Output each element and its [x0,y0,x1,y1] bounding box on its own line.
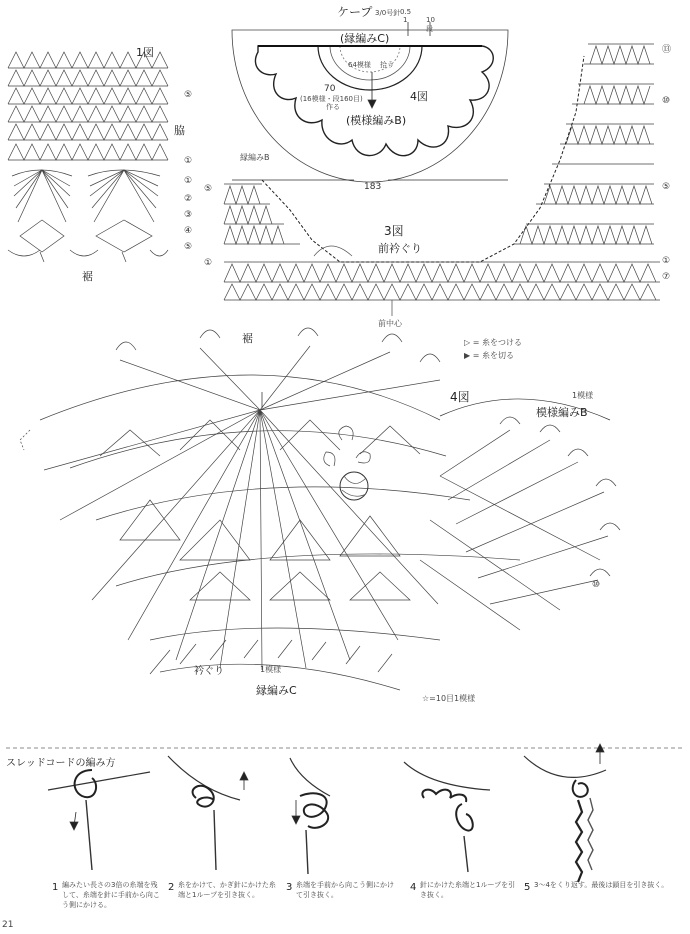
fig1-row-label: ① [184,176,193,186]
fig1-row-label: ② [184,194,193,204]
fig3-row-label: ⑩ [662,96,671,106]
fig4-stitch-fan [20,328,620,690]
fig4-repeat-note: ☆=10目1模様 [422,694,476,703]
cape-needle-size: 0.5 [400,8,412,16]
step-text: 編みたい長さの3倍の糸端を残して、糸端を針に手前から向こう側にかける。 [62,881,160,909]
fig1-row-label: ① [184,156,193,166]
cape-pickup: 拾う [380,61,394,69]
fig3-row-label: ⑬ [662,45,672,55]
fig1-title: 1図 [136,46,154,59]
fig3-row-label: ⑤ [662,182,671,192]
fig4-neckline: 衿ぐり [194,666,224,677]
fig3-front-center: 前中心 [378,319,402,328]
cape-repeat-note: (16模様・段160目) [300,95,363,103]
fig1-row-label: ⑤ [184,90,193,100]
fig3-front-neckline: 前衿ぐり [378,242,422,255]
fig4-edging-c: 縁編みC [256,684,297,697]
step-text: 糸端を手前から向こう側にかけて引き抜く。 [296,881,394,899]
fig1-row-label: ③ [184,210,193,220]
cape-edging-c: (縁編みC) [340,32,390,45]
fig4-row-10: ⑩ [592,580,601,590]
cape-row-unit: 段 [426,25,433,33]
step-number: 5 [524,882,531,893]
fig3-edging-b: 縁編みB [240,153,270,162]
cape-pattern-b: (模様編みB) [346,114,407,127]
cape-title: ケープ [337,5,373,19]
fig4-hem: 裾 [242,332,253,345]
cape-fig4-ref: 4図 [410,90,428,103]
cape-rows-10: 10 [426,16,435,24]
thread-cord-title: スレッドコードの編み方 [6,758,116,769]
step-text: 3〜4をくり返す。最後は鎖目を引き抜く。 [534,881,669,889]
fig1-stitch-grid [8,52,168,262]
page-number: 21 [2,920,14,930]
cape-motif-count: 64模様 [348,61,371,69]
fig3-left-row: ① [204,258,213,268]
step-number: 4 [410,882,417,893]
legend-cut: ▶ = 糸を切る [464,351,514,360]
fig3-left-row: ⑤ [204,184,213,194]
cape-width-183: 183 [364,182,382,192]
fig1-row-label: ⑤ [184,242,193,252]
legend-attach: ▷ = 糸をつける [464,338,522,347]
fig1-side: 脇 [174,124,185,137]
step-text: 針にかけた糸端と1ループを引き抜く。 [420,881,516,899]
cape-schematic [232,22,508,182]
fig4-one-motif-bottom: 1模様 [260,665,282,674]
fig3-row-label: ① [662,256,671,266]
cape-rows-1: 1 [403,16,408,24]
fig3-row-label: ⑦ [662,272,671,282]
fig4-one-motif-top: 1模様 [572,391,594,400]
fig4-pattern-b: 模様編みB [536,406,588,419]
step-text: 糸をかけて、かぎ針にかけた糸端と1ループを引き抜く。 [178,881,276,899]
step-number: 1 [52,882,59,893]
fig4-title: 4図 [450,390,470,404]
step-number: 2 [168,882,175,893]
step-number: 3 [286,882,293,893]
fig3-title: 3図 [384,224,404,238]
cape-count-70: 70 [324,84,336,94]
cape-make: 作る [326,103,340,111]
cape-needle: 3/0号針 [375,9,401,17]
fig1-row-label: ④ [184,226,193,236]
fig1-hem: 裾 [82,270,93,283]
